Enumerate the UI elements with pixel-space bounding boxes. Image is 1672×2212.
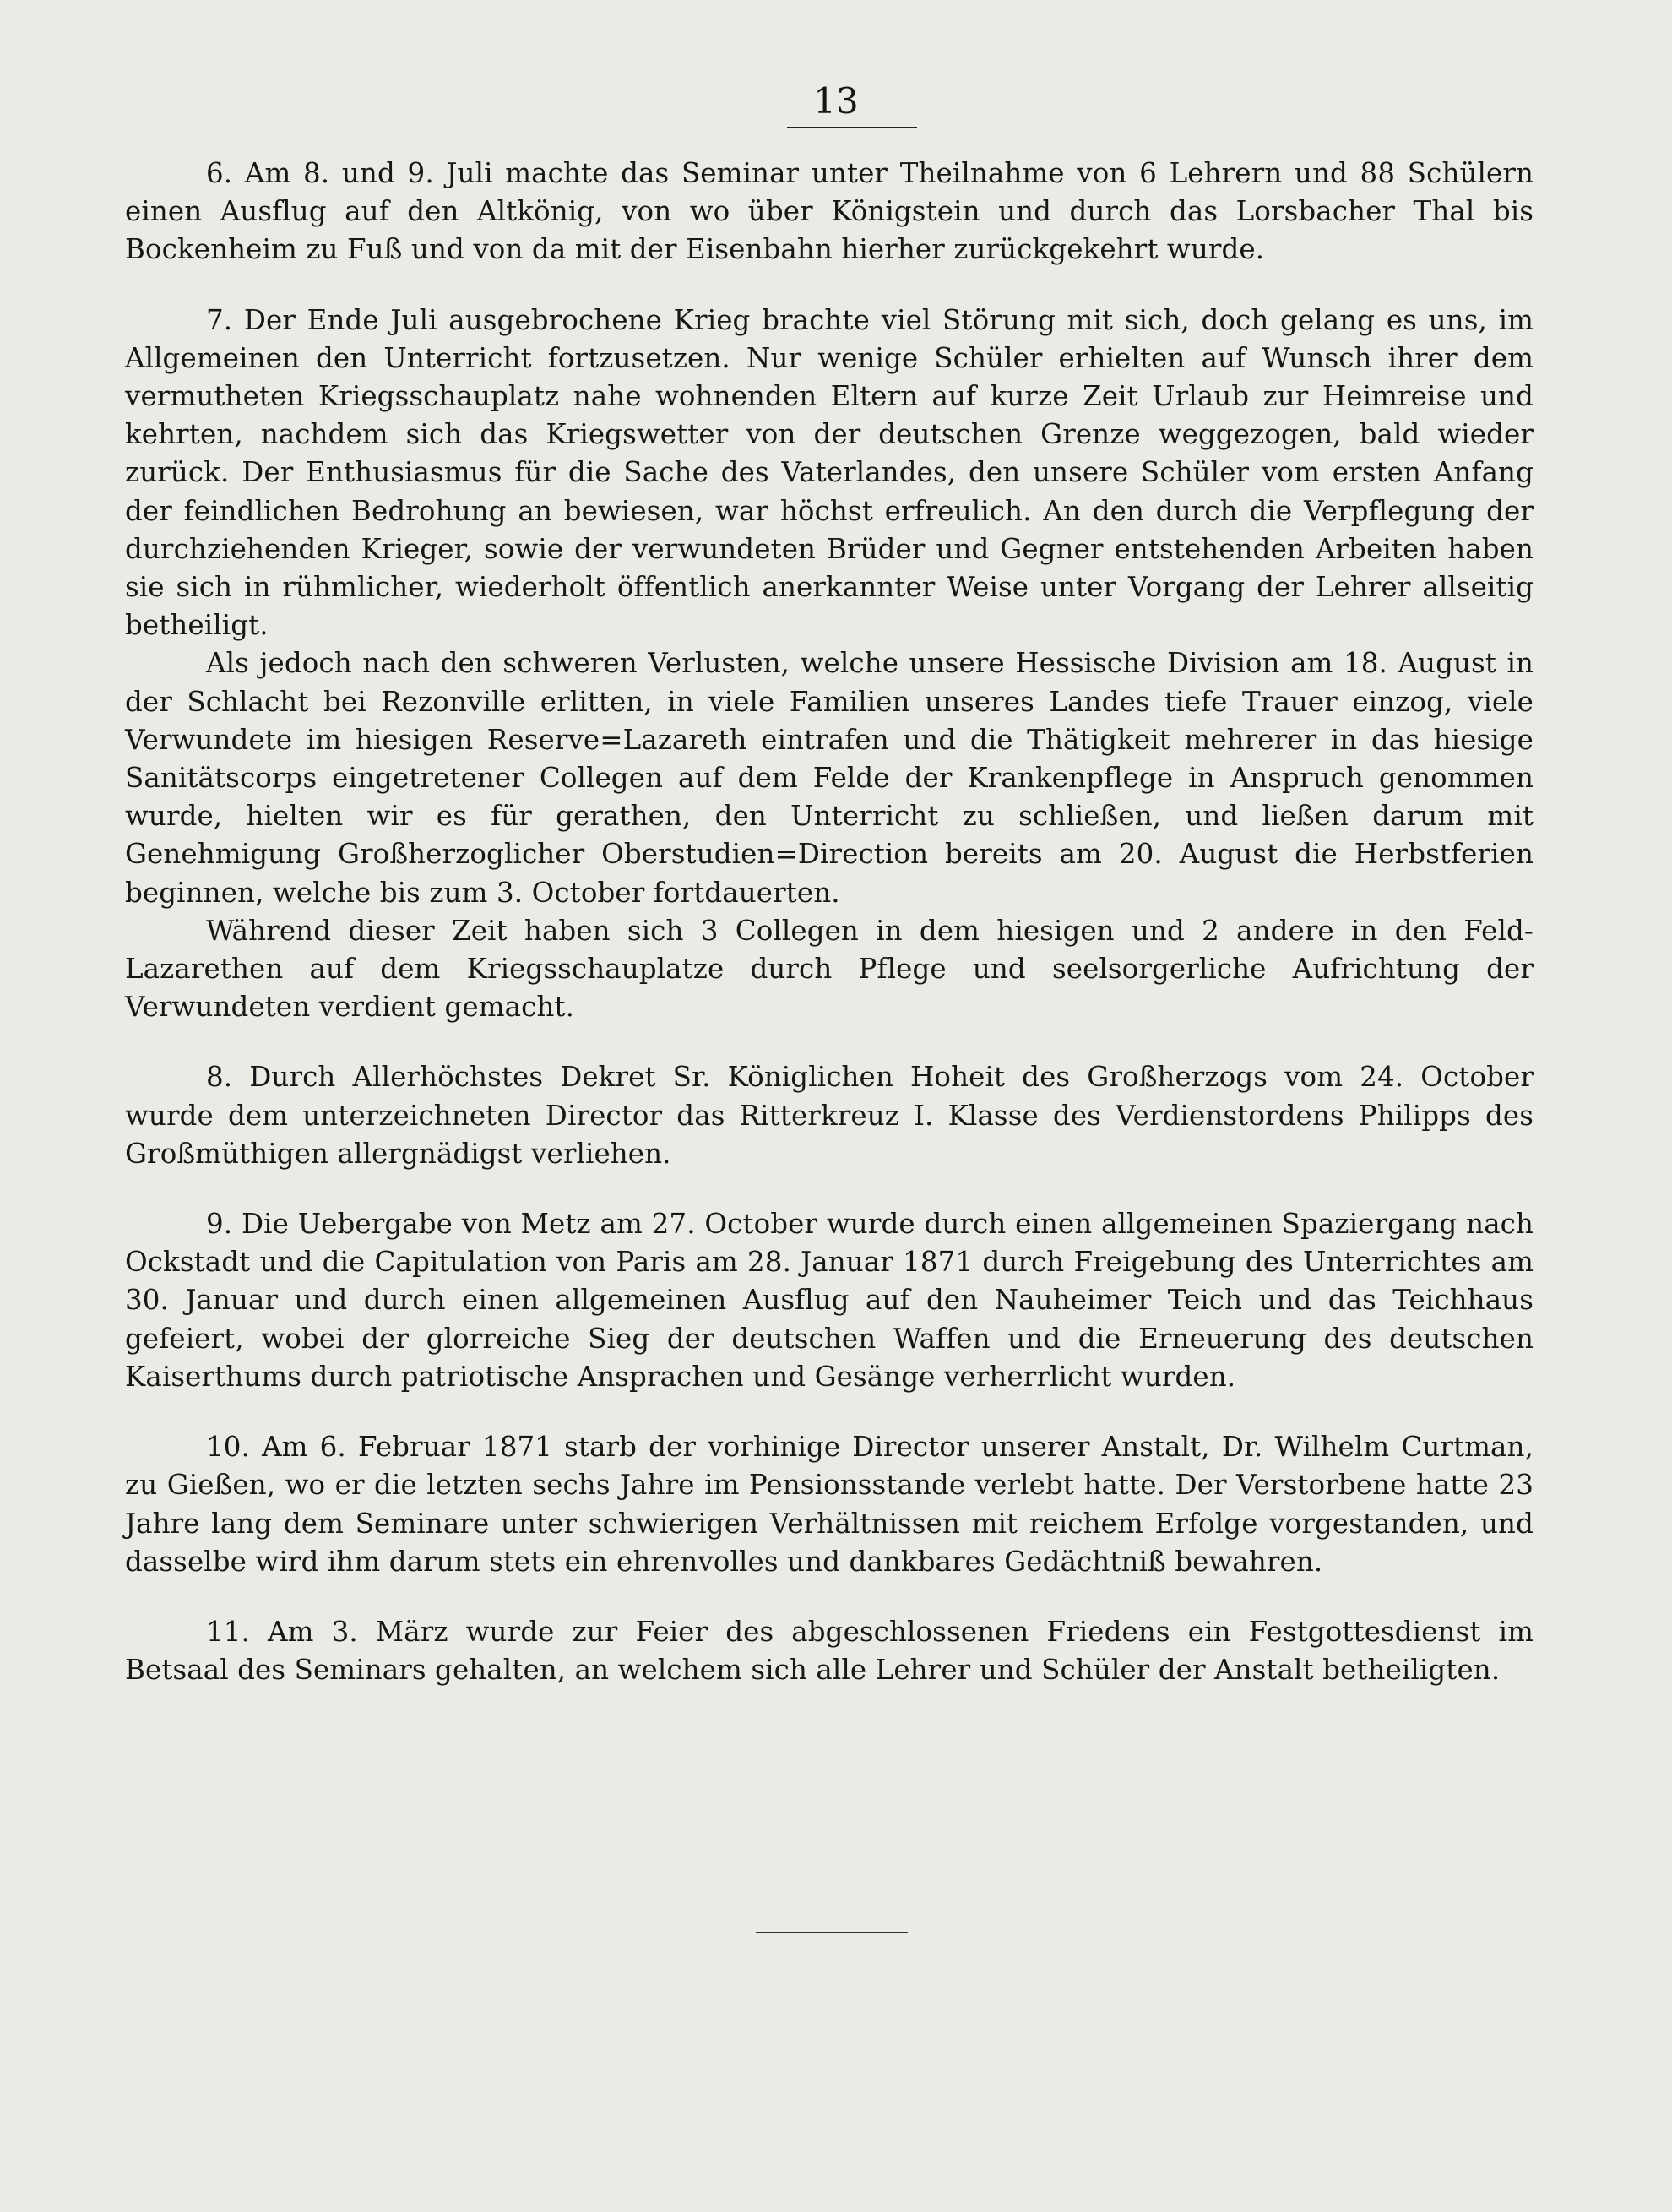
page-number: 13	[813, 80, 859, 122]
paragraph-10: 10. Am 6. Februar 1871 starb der vorhinige Director unserer Anstalt, Dr. Wilhelm Curtman, zu Gießen, wo er die letzten sechs Jahre im Pensionsstande verlebt hatte. Der Verstorbene hatte 23 Jahre lang dem Seminare unter schwierigen Verhältnissen mit reichem Erfolge vorgestanden, und dasselbe wird ihm darum stets ein ehrenvolles und dankbares Gedächtniß bewahren.	[125, 1431, 1534, 1578]
body-text	[125, 155, 1534, 1689]
footer-rule	[756, 1932, 908, 1933]
paragraph-7: 7. Der Ende Juli ausgebrochene Krieg brachte viel Störung mit sich, doch gelang es uns, im Allgemeinen den Unterricht fortzusetzen. Nur wenige Schüler erhielten auf Wunsch ihrer dem vermutheten Kriegsschauplatz nahe wohnenden Eltern auf kurze Zeit Urlaub zur Heimreise und kehrten, nachdem sich das Kriegswetter von der deutschen Grenze weggezogen, bald wieder zurück. Der Enthusiasmus für die Sache des Vaterlandes, den unsere Schüler vom ersten Anfang der feindlichen Bedrohung an bewiesen, war höchst erfreulich. An den durch die Verpflegung der durchziehenden Krieger, sowie der verwundeten Brüder und Gegner entstehenden Arbeiten haben sie sich in rühmlicher, wiederholt öffentlich anerkannter Weise unter Vorgang der Lehrer allseitig betheiligt.	[125, 303, 1534, 642]
paragraph-9: 9. Die Uebergabe von Metz am 27. October wurde durch einen allgemeinen Spaziergang nach Ockstadt und die Capitulation von Paris am 28. Januar 1871 durch Freigebung des Unterrichtes am 30. Januar und durch einen allgemeinen Ausflug auf den Nauheimer Teich und das Teichhaus gefeiert, wobei der glorreiche Sieg der deutschen Waffen und die Erneuerung des deutschen Kaiserthums durch patriotische Ansprachen und Gesänge verherrlicht wurden.	[125, 1208, 1534, 1393]
paragraph-6: 6. Am 8. und 9. Juli machte das Seminar unter Theilnahme von 6 Lehrern und 88 Schülern einen Ausflug auf den Altkönig, von wo über Königstein und durch das Lorsbacher Thal bis Bockenheim zu Fuß und von da mit der Eisenbahn hierher zurückgekehrt wurde.	[125, 157, 1534, 266]
paragraph-8: 8. Durch Allerhöchstes Dekret Sr. Königlichen Hoheit des Großherzogs vom 24. October wurde dem unterzeichneten Director das Ritterkreuz I. Klasse des Verdienstordens Philipps des Großmüthigen allergnädigst verliehen.	[125, 1061, 1534, 1170]
paragraph-11: 11. Am 3. März wurde zur Feier des abgeschlossenen Friedens ein Festgottesdienst im Betsaal des Seminars gehalten, an welchem sich alle Lehrer und Schüler der Anstalt betheiligten.	[125, 1615, 1534, 1687]
header-rule	[787, 127, 917, 128]
paragraph-7-lazarethe: Während dieser Zeit haben sich 3 Collegen in dem hiesigen und 2 andere in den Feld-Lazarethen auf dem Kriegsschauplatze durch Pflege und seelsorgerliche Aufrichtung der Verwundeten verdient gemacht.	[125, 914, 1534, 1024]
paragraph-7-continued: Als jedoch nach den schweren Verlusten, welche unsere Hessische Division am 18. August in der Schlacht bei Rezonville erlitten, in viele Familien unseres Landes tiefe Trauer einzog, viele Verwundete im hiesigen Reserve=Lazareth eintrafen und die Thätigkeit mehrerer in das hiesige Sanitätscorps eingetretener Collegen auf dem Felde der Krankenpflege in Anspruch genommen wurde, hielten wir es für gerathen, den Unterricht zu schließen, und ließen darum mit Genehmigung Großherzoglicher Oberstudien=Direction bereits am 20. August die Herbstferien beginnen, welche bis zum 3. October fortdauerten.	[125, 647, 1534, 909]
